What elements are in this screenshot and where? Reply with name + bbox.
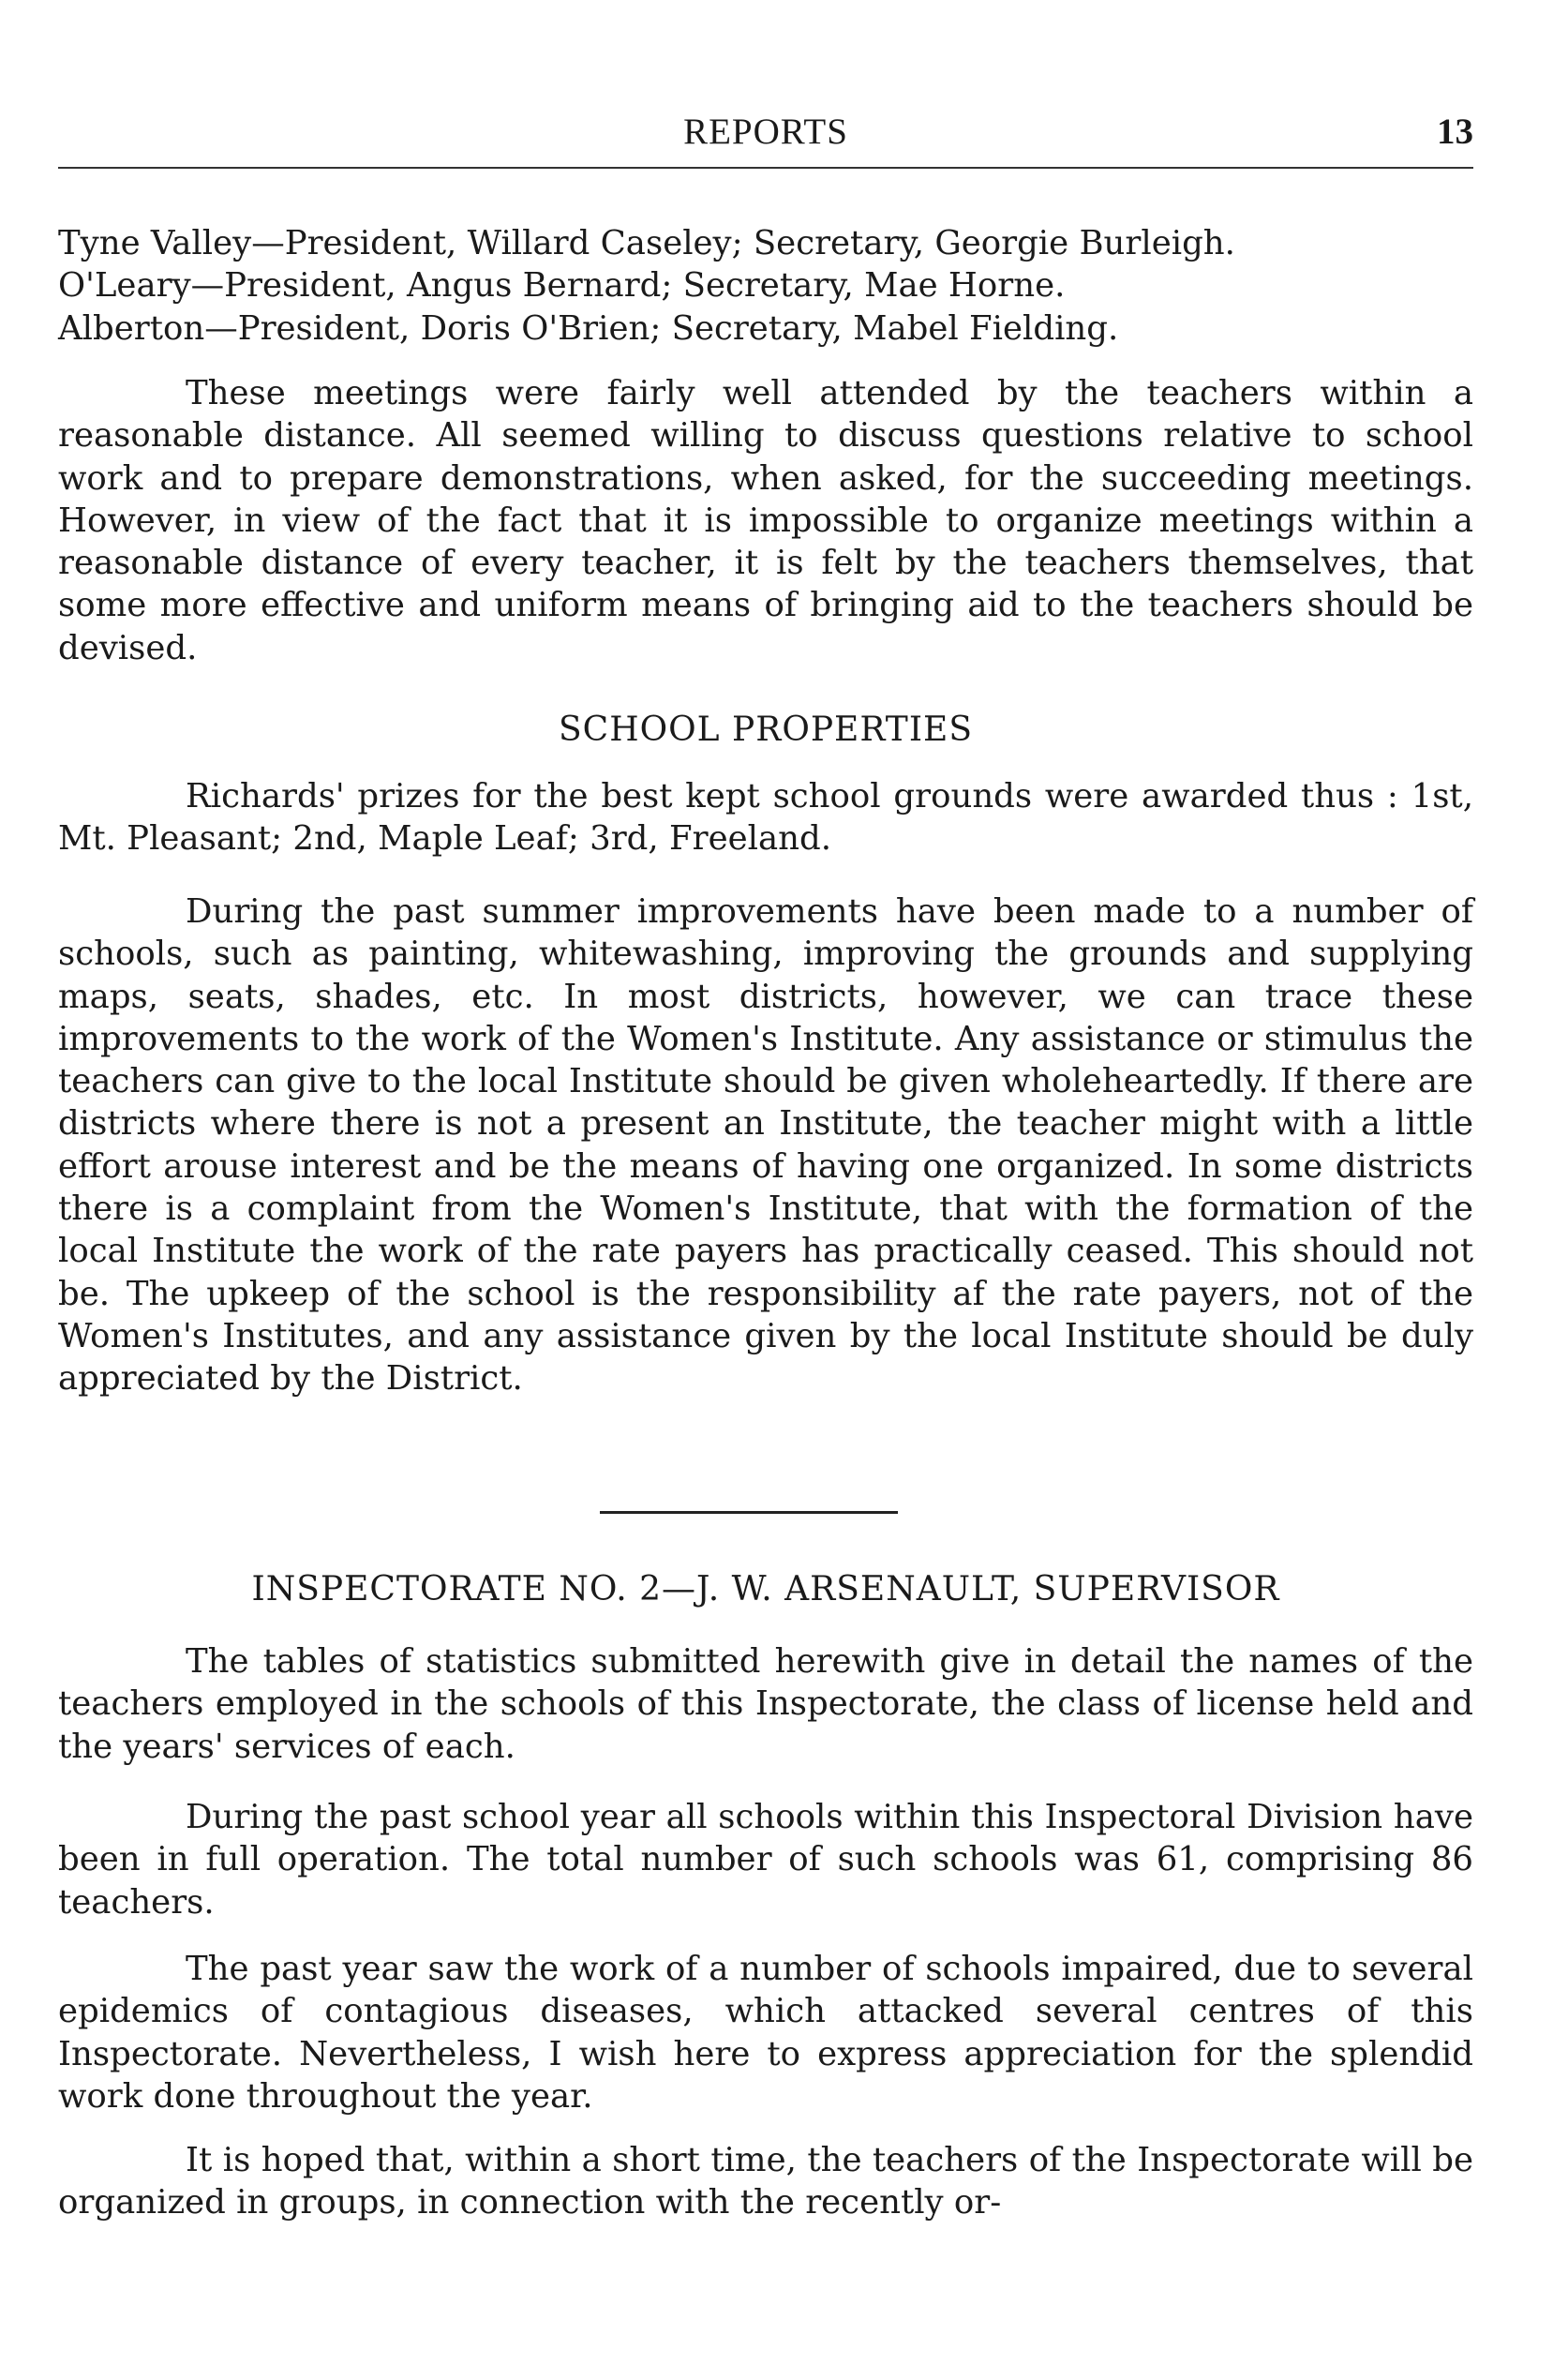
inspectorate-paragraph: It is hoped that, within a short time, the teachers of the Inspectorate will be organized in groups, in connection with the recently or-	[58, 2141, 1473, 2222]
running-head	[58, 111, 1473, 163]
officers-line: O'Leary—President, Angus Bernard; Secretary, Mae Horne.	[58, 266, 1066, 306]
inspectorate-heading: INSPECTORATE NO. 2—J. W. ARSENAULT, SUPERVISOR	[251, 1570, 1280, 1608]
meetings-paragraph: These meetings were fairly well attended by the teachers within a reasonable distance. All seemed willing to discuss questions relative to school work and to prepare demonstrations, when asked, for the succeeding meetings. However, in view of the fact that it is impossible to organize meetings within a reasonable distance of every teacher, it is felt by the teachers themselves, that some more effective and uniform means of bringing aid to the teachers should be devised.	[58, 374, 1473, 667]
school-properties-section	[58, 775, 1473, 860]
prizes-paragraph: Richards' prizes for the best kept school grounds were awarded thus : 1st, Mt. Pleasant; 2nd, Maple Leaf; 3rd, Freeland.	[58, 777, 1473, 859]
section-divider	[600, 1511, 898, 1514]
officers-list	[58, 222, 1473, 350]
inspectorate-paragraph: The tables of statistics submitted herewith give in detail the names of the teachers employed in the schools of this Inspectorate, the class of license held and the years' services of each.	[58, 1642, 1473, 1766]
officers-line: Alberton—President, Doris O'Brien; Secretary, Mabel Fielding.	[58, 308, 1119, 348]
officers-line: Tyne Valley—President, Willard Caseley; Secretary, Georgie Burleigh.	[58, 224, 1235, 262]
school-properties-heading: SCHOOL PROPERTIES	[559, 711, 973, 749]
header-rule	[58, 167, 1473, 169]
inspectorate-section	[58, 1640, 1473, 1768]
inspectorate-section	[58, 1948, 1473, 2117]
improvements-paragraph: During the past summer improvements have been made to a number of schools, such as painting, whitewashing, improving the grounds and supplying maps, seats, shades, etc. In most districts, however, we can trace these improvements to the work of the Women's Institute. Any assistance or stimulus the teachers can give to the local Institute should be given wholeheartedly. If there are districts where there is not a present an Institute, the teacher might with a little effort arouse interest and be the means of having one organized. In some districts there is a complaint from the Women's Institute, that with the formation of the local Institute the work of the rate payers has practically ceased. This should not be. The upkeep of the school is the responsibility af the rate payers, not of the Women's Institutes, and any assistance given by the local Institute should be duly appreciated by the District.	[58, 892, 1473, 1399]
meetings-section	[58, 372, 1473, 669]
inspectorate-paragraph: During the past school year all schools within this Inspectoral Division have been in full operation. The total number of such schools was 61, comprising 86 teachers.	[58, 1798, 1473, 1922]
improvements-section	[58, 890, 1473, 1400]
inspectorate-section	[58, 2139, 1473, 2224]
inspectorate-section	[58, 1796, 1473, 1923]
page-number: 13	[1437, 112, 1473, 152]
inspectorate-paragraph: The past year saw the work of a number of schools impaired, due to several epidemics of contagious diseases, which attacked several centres of this Inspectorate. Nevertheless, I wish here to express appreciation for the splendid work done throughout the year.	[58, 1950, 1473, 2116]
running-title: REPORTS	[683, 112, 848, 152]
